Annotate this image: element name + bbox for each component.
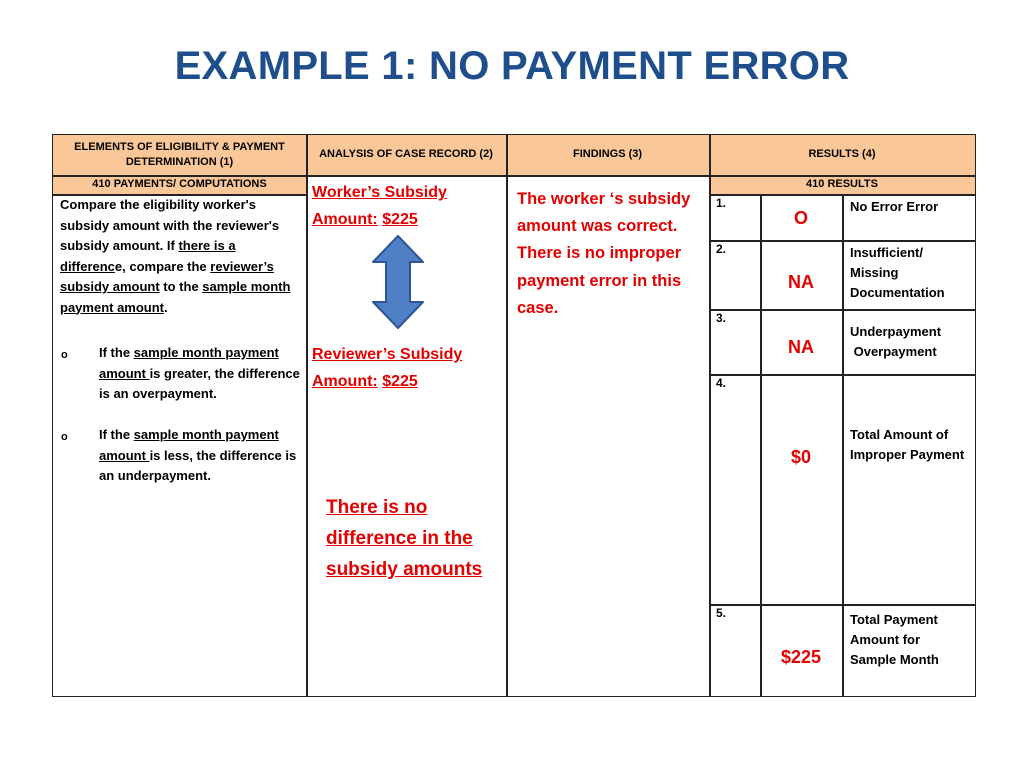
col1-bullet-1: If the sample month payment amount is greater, the difference is an overpayment. — [99, 345, 300, 401]
result-label: Underpayment Overpayment — [850, 324, 942, 359]
result-value: $225 — [780, 647, 822, 667]
grid-line — [306, 135, 308, 696]
bullet-marker: o — [61, 349, 68, 361]
reviewer-subsidy: Reviewer’s Subsidy Amount: $225 — [312, 346, 463, 390]
result-label: Total Payment Amount for Sample Month — [850, 612, 939, 667]
grid-line — [709, 135, 711, 696]
grid-line — [842, 194, 844, 696]
grid-line — [53, 175, 975, 177]
double-arrow-icon — [370, 234, 426, 330]
header-col1: ELEMENTS OF ELIGIBILITY & PAYMENT DETERMINATION (1) — [53, 135, 306, 175]
grid-line — [709, 240, 975, 242]
header-col4: RESULTS (4) — [709, 135, 975, 175]
result-value: NA — [788, 272, 814, 292]
page-title: EXAMPLE 1: NO PAYMENT ERROR — [174, 44, 850, 88]
result-value: $0 — [790, 447, 812, 467]
result-label: Total Amount of Improper Payment — [850, 427, 965, 462]
grid-line — [709, 309, 975, 311]
finding-text: The worker ‘s subsidy amount was correct. There is no improper payment error in this case. — [517, 190, 691, 317]
subheader-col4: 410 RESULTS — [709, 175, 975, 194]
bullet-marker: o — [61, 431, 68, 443]
result-number: 5. — [716, 606, 727, 620]
header-col3: FINDINGS (3) — [506, 135, 709, 175]
result-number: 3. — [716, 311, 727, 325]
subheader-col1: 410 PAYMENTS/ COMPUTATIONS — [53, 175, 306, 194]
result-number: 4. — [716, 376, 727, 390]
result-value: NA — [788, 337, 814, 357]
result-number: 1. — [716, 196, 727, 210]
result-label: Insufficient/ Missing Documentation — [850, 245, 945, 300]
result-number: 2. — [716, 242, 727, 256]
grid-line — [506, 135, 508, 696]
grid-line — [760, 194, 762, 696]
grid-line — [709, 604, 975, 606]
result-label: No Error Error — [850, 199, 939, 214]
header-col2: ANALYSIS OF CASE RECORD (2) — [306, 135, 506, 175]
grid-line — [709, 374, 975, 376]
results-table — [52, 134, 976, 697]
no-difference-note: There is no difference in the subsidy amounts — [326, 497, 483, 580]
result-value: O — [793, 208, 808, 228]
col1-instructions: Compare the eligibility worker's subsidy amount with the reviewer's subsidy amount. If there is a difference, compare the reviewer’s subsidy amount to the sample month payment amount. — [60, 197, 291, 315]
worker-subsidy: Worker’s Subsidy Amount: $225 — [312, 184, 447, 228]
col1-bullet-2: If the sample month payment amount is less, the difference is an underpayment. — [99, 427, 297, 483]
